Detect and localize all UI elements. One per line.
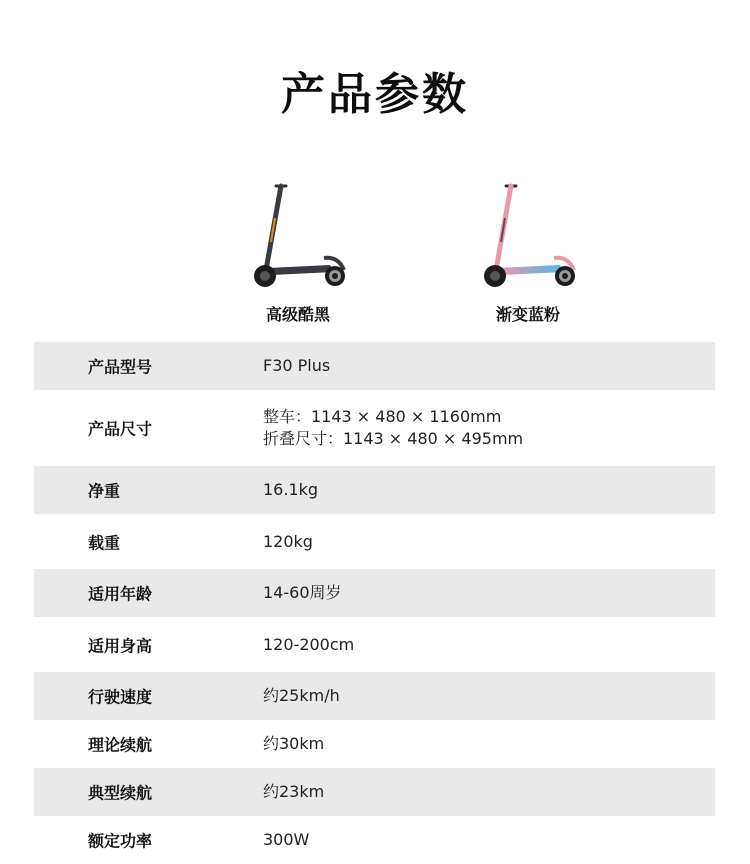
spec-value: 14-60周岁 — [263, 583, 342, 602]
spec-label: 载重 — [88, 533, 121, 552]
spec-row-dimensions — [34, 390, 715, 466]
spec-row-max-load — [34, 514, 715, 569]
spec-row-rated-power — [34, 816, 715, 864]
spec-value: 约30km — [263, 734, 325, 753]
spec-label: 适用身高 — [88, 636, 153, 655]
spec-value: 120-200cm — [263, 634, 355, 654]
spec-label: 净重 — [88, 481, 121, 501]
pink-scooter-image — [468, 178, 588, 290]
spec-label: 适用年龄 — [88, 584, 153, 604]
spec-label: 理论续航 — [88, 735, 153, 755]
spec-value-multiline — [263, 406, 523, 450]
spec-label: 行驶速度 — [88, 687, 153, 707]
page-title: 产品参数 — [281, 69, 469, 120]
spec-value-full-size: 整车：1143 × 480 × 1160mm — [263, 407, 502, 426]
spec-value: 约25km/h — [263, 686, 340, 705]
spec-label: 典型续航 — [88, 783, 153, 803]
spec-row-model — [34, 342, 715, 390]
spec-value: F30 Plus — [263, 356, 331, 375]
spec-row-typical-range — [34, 768, 715, 816]
spec-label: 额定功率 — [88, 831, 153, 851]
spec-row-height-range — [34, 617, 715, 672]
spec-value-folded-size: 折叠尺寸：1143 × 480 × 495mm — [263, 429, 524, 448]
product-name-black: 高级酷黑 — [265, 305, 330, 324]
spec-value: 300W — [263, 830, 310, 849]
product-black-variant — [213, 178, 383, 325]
spec-label: 产品型号 — [88, 357, 153, 377]
black-scooter-image — [238, 178, 358, 290]
product-pink-variant — [443, 178, 613, 325]
spec-row-theoretical-range — [34, 720, 715, 768]
spec-table — [34, 342, 715, 864]
spec-value: 约23km — [263, 782, 325, 801]
spec-row-age-range — [34, 569, 715, 617]
product-name-pink: 渐变蓝粉 — [495, 305, 560, 324]
spec-row-net-weight — [34, 466, 715, 514]
spec-value: 120kg — [263, 531, 313, 551]
spec-value: 16.1kg — [263, 480, 319, 499]
spec-row-speed — [34, 672, 715, 720]
spec-label: 产品尺寸 — [88, 419, 153, 439]
